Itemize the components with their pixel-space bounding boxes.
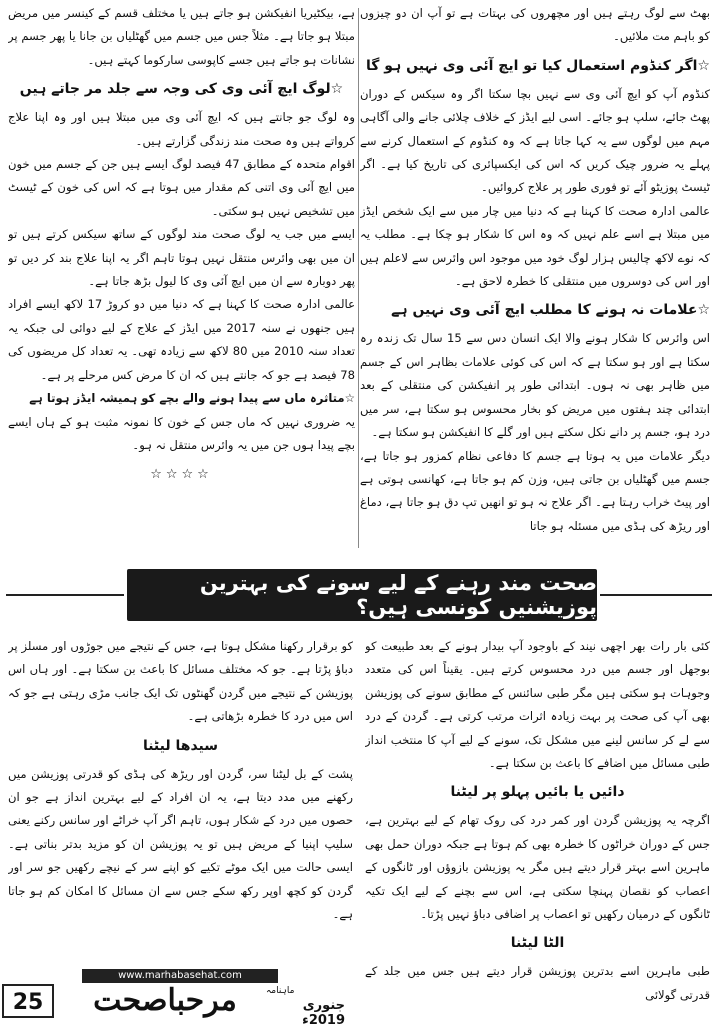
magazine-footer xyxy=(0,966,345,1028)
section-heading: ☆اگر کنڈوم استعمال کیا تو ایچ آئی وی نہیں ہو گا xyxy=(365,57,710,74)
paragraph: ایسے میں جب یہ لوگ صحت مند لوگوں کے ساتھ سیکس کرتے ہیں تو ان میں بھی وائرس منتقل نہیں ہوتا تاہم اگر یہ اپنا علاج بند کر دیں تو پھر دوبارہ سے ان میں ایچ آئی وی کا لیول بڑھ جاتا ہے۔ xyxy=(8,227,355,289)
paragraph: پشت کے بل لیٹنا سر، گردن اور ریڑھ کی ہڈی کو قدرتی پوزیشن میں رکھنے میں مدد دیتا ہے، یہ ان افراد کے لیے بہترین انداز ہے جو ان حصوں میں درد کے شکار ہوں، تاہم اگر آپ خراٹے اور سانس رکنے یعنی سلیپ اپنیا کے مریض ہیں تو یہ پوزیشن ان کو مزید بدتر بناتی ہے۔ ایسی حالت میں ایک موٹے تکیے کو اپنے سر کے نیچے رکھیں جو سر اور گردن کو کچھ اوپر رکھ سکے جس سے ان مسائل کا امکان کم ہو جاتا ہے۔ xyxy=(8,766,353,922)
paragraph: دیگر علامات میں یہ ہوتا ہے جسم کا دفاعی نظام کمزور ہو جاتا ہے، جسم میں گھٹلیاں بن جاتی ہیں، وزن کم ہو جاتا ہے، کھانسی ہوتی ہے اور پیٹ خراب رہتا ہے۔ اگر علاج نہ ہو تو انھیں تپ دق ہو جاتا ہے، دماغ اور ریڑھ کی ہڈی میں مسئلہ ہو جاتا xyxy=(360,448,710,533)
section-heading: ☆متاثرہ ماں سے پیدا ہونے والے بچے کو ہمیشہ ایڈز ہوتا ہے xyxy=(29,391,355,406)
article-column-top-left xyxy=(8,2,355,560)
end-stars: ☆☆☆☆ xyxy=(150,467,213,483)
section-heading: الٹا لیٹنا xyxy=(510,935,565,952)
paragraph: کنڈوم آپ کو ایچ آئی وی سے نہیں بچا سکتا اگر وہ سیکس کے دوران پھٹ جائے، سلپ ہو جائے۔ اسی لیے ایڈز کے خلاف چلائی جانے والی آگاہی مہم میں لوگوں سے یہ کہا جاتا ہے کہ وہ کنڈوم کے استعمال کرنے سے پہلے یہ ضرور چیک کریں کہ اس کی ایکسپائری کی تاریخ کیا ہے۔ اگر ٹیسٹ پوزیٹو آئے تو فوری طور پر علاج کروائیں۔ xyxy=(360,86,710,195)
article-column-top-right xyxy=(360,2,710,560)
paragraph: اس وائرس کا شکار ہونے والا ایک انسان دس سے 15 سال تک زندہ رہ سکتا ہے اور ہو سکتا ہے کہ اس کی کوئی علامات بظاہر اس کے جسم میں ظاہر بھی نہ ہوں۔ ابتدائی طور پر انفیکشن کی منتقلی کے بعد ابتدائی چند ہفتوں میں مریض کو بخار محسوس ہو سکتا ہے، سر میں درد ہو، جسم پر دانے نکل سکتے ہیں اور گلے کا انفیکشن ہو سکتا ہے۔ xyxy=(360,331,710,440)
website-url[interactable]: www.marhabasehat.com xyxy=(82,969,278,983)
paragraph: کئی بار رات بھر اچھی نیند کے باوجود آپ بیدار ہونے کے بعد طبیعت کو بوجھل اور جسم میں درد محسوس کرتے ہیں۔ یقیناً اس کی متعدد وجوہات ہو سکتی ہیں مگر طبی سائنس کے مطابق سونے کی پوزیشن بھی آپ کی صحت پر بہت زیادہ اثرات مرتب کرتی ہے۔ گردن کے درد سے لے کر سانس لینے میں مشکل تک، سونے کے لیے آپ کا منتخب انداز طبی مسائل میں اضافے کا باعث بن سکتا ہے۔ xyxy=(365,639,710,771)
paragraph: عالمی ادارہ صحت کا کہنا ہے کہ دنیا میں دو کروڑ 17 لاکھ ایسے افراد ہیں جنھوں نے سنہ 2017 میں ایڈز کے علاج کے لیے دوائی لی جبکہ یہ تعداد سنہ 2010 میں 80 لاکھ سے زیادہ تھی۔ یہ تعداد کل مریضوں کی 78 فیصد ہے جو کہ جانتے ہیں کہ ان کا مرض کس مرحلے پر ہے۔ xyxy=(8,297,355,382)
paragraph: اقوام متحدہ کے مطابق 47 فیصد لوگ ایسے ہیں جن کے جسم میں خون میں ایچ آئی وی اتنی کم مقدار میں ہوتا ہے کہ اس کی خون کے ٹیسٹ میں تشخیص نہیں ہو سکتی۔ xyxy=(8,157,355,218)
section-heading: سیدھا لیٹنا xyxy=(142,737,219,754)
article-title: صحت مند رہنے کے لیے سونے کی بہترین پوزیشنیں کونسی ہیں؟ xyxy=(199,571,597,619)
page-number: 25 xyxy=(2,984,54,1018)
banner-rule xyxy=(6,594,124,596)
paragraph: اگرچہ یہ پوزیشن گردن اور کمر درد کی روک تھام کے لیے بہترین ہے، جس کے دوران خراٹوں کا خطرہ بھی کم ہوتا ہے جبکہ دوران حمل بھی ماہرین اسے بہتر قرار دیتے ہیں مگر یہ پوزیشن بازوؤں اور ٹانگوں کے اعصاب کو نقصان پہنچا سکتی ہے، اس سے بچنے کے لیے ایک تکیہ ٹانگوں کے درمیان رکھیں تو اعصاب پر اضافی دباؤ نہیں پڑتا۔ xyxy=(365,813,710,922)
magazine-logo: مرحباصحت xyxy=(93,983,237,1018)
paragraph: عالمی ادارہ صحت کا کہنا ہے کہ دنیا میں چار میں سے ایک شخص ایڈز میں مبتلا ہے اسے علم نہیں کہ وہ اس کا شکار ہو چکا ہے۔ مطلب یہ کہ نوے لاکھ چالیس ہزار لوگ خود میں موجود اس وائرس سے لاعلم ہیں اور اس کی دوسروں میں منتقلی کا خطرہ لاحق ہے۔ xyxy=(360,203,710,289)
banner-rule xyxy=(600,594,712,596)
article-column-bottom-right xyxy=(365,635,710,1015)
article-title-banner xyxy=(127,569,597,621)
paragraph: طبی ماہرین اسے بدترین پوزیشن قرار دیتے ہیں جس میں جلد کے قدرتی گولائی xyxy=(365,964,710,1002)
paragraph: ہے، بیکٹیریا انفیکشن ہو جاتے ہیں یا مختلف قسم کے کینسر میں مریض مبتلا ہو جاتا ہے۔ مثلاً جس میں جسم میں گھٹلیاں بن جانا یا پھر جسم پر نشانات ہو جاتے ہیں جسے کاپوسی سارکوما کہتے ہیں۔ xyxy=(8,6,355,67)
issue-date: جنوری 2019ء xyxy=(302,998,345,1028)
section-heading: ☆علامات نہ ہونے کا مطلب ایچ آئی وی نہیں ہے xyxy=(391,302,710,319)
paragraph: بھٹ سے لوگ رہتے ہیں اور مچھروں کی بہتات ہے تو آپ ان دو چیزوں کو باہم مت ملائیں۔ xyxy=(360,6,710,44)
paragraph: وہ لوگ جو جانتے ہیں کہ ایچ آئی وی میں مبتلا ہیں اور وہ اپنا علاج کرواتے ہیں وہ صحت مند زندگی گزارتے ہیں۔ xyxy=(8,110,355,148)
paragraph: یہ ضروری نہیں کہ ماں جس کے خون کا نمونہ مثبت ہو کے ہاں ایسے بچے پیدا ہوں جن میں یہ وائرس منتقل نہ ہو۔ xyxy=(8,414,355,452)
magazine-tag: ماہنامہ xyxy=(266,986,295,996)
section-heading: ☆لوگ ایچ آئی وی کی وجہ سے جلد مر جاتے ہیں xyxy=(19,81,344,98)
article-column-bottom-left xyxy=(8,635,353,957)
section-heading: دائیں یا بائیں پہلو پر لیٹنا xyxy=(450,784,625,801)
column-divider xyxy=(358,8,359,548)
paragraph: کو برقرار رکھنا مشکل ہوتا ہے، جس کے نتیجے میں جوڑوں اور مسلز پر دباؤ پڑتا ہے۔ جو کہ مختلف مسائل کا باعث بن سکتا ہے۔ اور ہاں اس پوزیشن کے نتیجے میں گردن گھنٹوں تک ایک جانب مڑی رہتی ہے جو کہ اس میں درد کا خطرہ بڑھاتی ہے۔ xyxy=(8,639,353,724)
